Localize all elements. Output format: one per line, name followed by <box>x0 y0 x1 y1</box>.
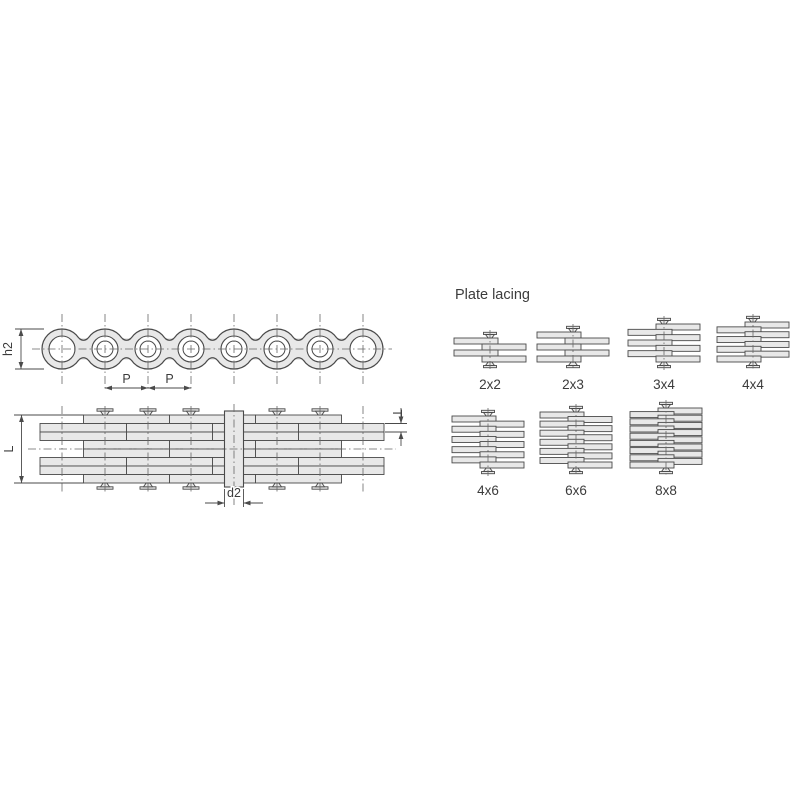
lacing-plate <box>454 338 498 344</box>
plate-row-segment <box>84 415 170 424</box>
lacing-plate <box>568 462 612 468</box>
plate-row-segment <box>256 449 342 458</box>
lacing-diagram-8x8 <box>630 400 702 476</box>
lacing-plate <box>480 462 524 468</box>
lacing-label-8x8: 8x8 <box>655 483 677 498</box>
lacing-label-3x4: 3x4 <box>653 377 675 392</box>
lacing-label-2x2: 2x2 <box>479 377 501 392</box>
lacing-plate <box>482 344 526 350</box>
plate-lacing-section <box>452 287 789 498</box>
lacing-label-4x6: 4x6 <box>477 483 499 498</box>
plate-row-segment <box>299 466 385 475</box>
plate-row-segment <box>256 441 342 450</box>
lacing-diagram-3x4 <box>628 316 700 370</box>
plate-row-segment <box>256 415 342 424</box>
lacing-plate <box>537 356 581 362</box>
plate-row-segment <box>127 424 213 433</box>
lacing-plate <box>717 356 761 362</box>
dimension-arrow <box>19 415 24 422</box>
dimension-label-d2: d2 <box>227 486 241 500</box>
dimension-label-l: L <box>2 445 16 453</box>
dimension-arrow <box>105 386 112 391</box>
lacing-plate <box>630 462 674 468</box>
chain-side-view <box>32 314 392 391</box>
plate-row-segment <box>299 432 385 441</box>
lacing-plate <box>656 356 700 362</box>
lacing-diagram-6x6 <box>540 404 612 476</box>
lacing-label-2x3: 2x3 <box>562 377 584 392</box>
dimension-label-pitch-left: P <box>122 372 131 386</box>
lacing-diagram-4x4 <box>717 314 789 370</box>
plate-row-segment <box>299 458 385 467</box>
dimension-label-t: T <box>390 409 404 417</box>
plate-row-segment <box>40 466 127 475</box>
lacing-plate <box>565 350 609 356</box>
plate-row-segment <box>127 458 213 467</box>
plate-row-segment <box>127 432 213 441</box>
dimension-arrow <box>184 386 191 391</box>
dimension-arrow <box>19 476 24 483</box>
lacing-plate <box>537 344 581 350</box>
plate-row-segment <box>84 475 170 484</box>
dimension-arrow <box>244 501 251 506</box>
plate-lacing-diagrams <box>452 314 789 476</box>
lacing-plate <box>537 332 581 338</box>
lacing-plate <box>454 350 498 356</box>
plate-row-segment <box>40 424 127 433</box>
lacing-diagram-4x6 <box>452 408 524 476</box>
plate-row-segment <box>40 432 127 441</box>
dimension-label-pitch-right: P <box>165 372 174 386</box>
dimension-arrow <box>148 386 155 391</box>
lacing-plate <box>482 356 526 362</box>
dimension-arrow <box>141 386 148 391</box>
plate-row-segment <box>84 441 170 450</box>
lacing-label-6x6: 6x6 <box>565 483 587 498</box>
plate-row-segment <box>299 424 385 433</box>
dimension-label-h2: h2 <box>1 342 15 356</box>
plate-row-segment <box>84 449 170 458</box>
lacing-plate <box>565 338 609 344</box>
dimension-arrow <box>19 329 24 336</box>
plate-row-segment <box>40 458 127 467</box>
lacing-label-4x4: 4x4 <box>742 377 764 392</box>
lacing-diagram-2x3 <box>537 324 609 370</box>
plate-row-segment <box>256 475 342 484</box>
dimension-arrow <box>399 432 404 439</box>
dimension-arrow <box>218 501 225 506</box>
dimension-arrow <box>19 362 24 369</box>
lacing-diagram-2x2 <box>454 330 526 370</box>
plate-lacing-title: Plate lacing <box>455 287 530 303</box>
dimension-arrow <box>399 417 404 424</box>
chain-plan-view <box>28 404 396 508</box>
plate-row-segment <box>127 466 213 475</box>
